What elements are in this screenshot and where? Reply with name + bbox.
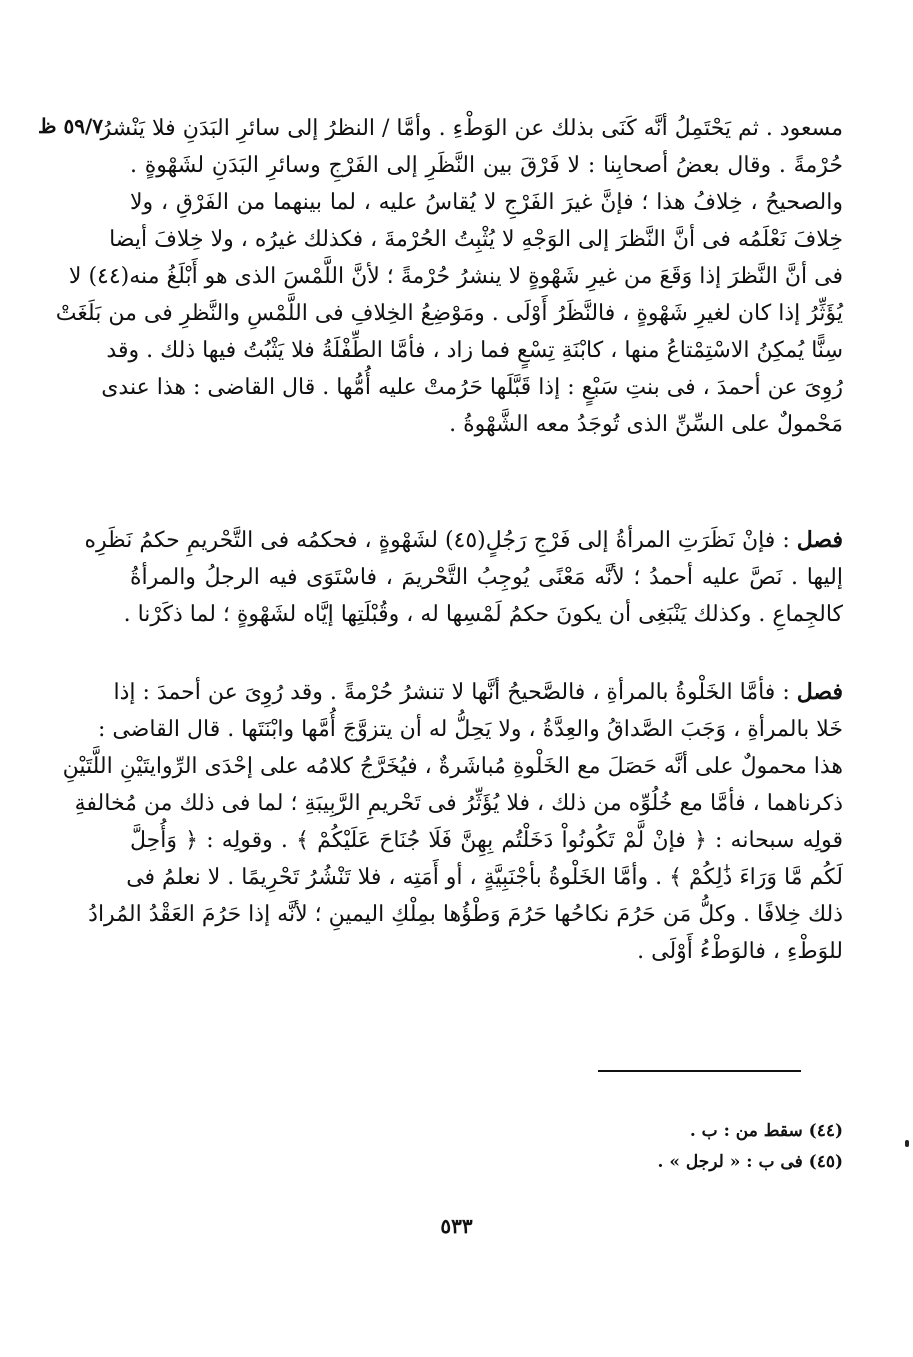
text-line: سِنًّا يُمكِنُ الاسْتِمْتاعُ منها ، كابْنَةِ تِسْعٍ فما زاد ، فأمَّا الطِّفْلَةُ فلا يَثْبُتُ فيها ذلك . وقد	[106, 338, 843, 363]
text-line: فى أنَّ النَّظرَ إذا وَقَعَ من غيرِ شَهْوةٍ لا ينشرُ حُرْمةً ؛ لأنَّ اللَّمْسَ الذى هو أَبْلَغُ منه(٤٤) لا	[68, 264, 843, 289]
text-line-content: : فأمَّا الخَلْوةُ بالمرأةِ ، فالصَّحيحُ أنَّها لا تنشرُ حُرْمةً . وقد رُوِىَ عن أحمدَ : إذا	[113, 680, 790, 705]
text-line-content: : فإنْ نَظَرَتِ المرأةُ إلى فَرْجِ رَجُلٍ(٤٥) لشَهْوةٍ ، فحكمُه فى التَّحْريمِ حكمُ نَظَرِه	[84, 528, 790, 553]
text-line: كالجِماعِ . وكذلك يَنْبَغِى أن يكونَ حكمُ لَمْسِها له ، وقُبْلَتِها إيَّاه لشَهْوةٍ ؛ لما ذكَرْنا .	[123, 602, 843, 627]
paragraph-3	[62, 674, 843, 970]
text-line: يُؤَثِّرُ إذا كان لغيرِ شَهْوةٍ ، فالنَّظَرُ أَوْلَى . ومَوْضِعُ الخِلافِ فى اللَّمْسِ والنَّظرِ فى من بَلَغَتْ	[55, 301, 843, 326]
text-line: ذكرناهما ، فأمَّا مع خُلُوِّه من ذلك ، فلا يُؤَثِّرُ فى تَحْريمِ الرَّبِيبَةِ ؛ لما فى ذلك من مُخالفةِ	[74, 791, 843, 816]
footnote: (٤٤) سقط من : ب .	[689, 1121, 843, 1141]
section-heading: فصل	[796, 679, 843, 705]
text-line: رُوِىَ عن أحمدَ ، فى بنتِ سَبْعٍ : إذا قَبَّلَها حَرُمتْ عليه أُمُّها . قال القاضى : هذا عندى	[101, 375, 843, 400]
text-line: حُرْمةً . وقال بعضُ أصحابِنا : لا فَرْقَ بين النَّظَرِ إلى الفَرْجِ وسائرِ البَدَنِ لشَهْوةٍ .	[130, 153, 843, 178]
text-line: مَحْمولٌ على السِّنِّ الذى تُوجَدُ معه الشَّهْوةُ .	[449, 412, 843, 437]
paragraph-2	[84, 522, 843, 633]
footnote: (٤٥) فى ب : « لرجل » .	[657, 1152, 843, 1172]
text-line	[84, 522, 843, 559]
text-line: مسعود . ثم يَحْتَمِلُ أنَّه كَنَى بذلك عن الوَطْءِ . وأمَّا / النظرُ إلى سائرِ البَدَنِ فلا يَنْشرُ	[100, 116, 843, 141]
text-line	[113, 674, 843, 711]
scan-speck	[905, 1140, 909, 1147]
text-line: والصحيحُ ، خِلافُ هذا ؛ فإنَّ غيرَ الفَرْجِ لا يُقاسُ عليه ، لما بينهما من الفَرْقِ ، ولا	[130, 190, 843, 215]
text-line: ذلك خِلافًا . وكلُّ مَن حَرُمَ نكاحُها حَرُمَ وَطْؤُها بمِلْكِ اليمينِ ؛ لأنَّه إذا حَرُمَ العَقْدُ المُرادُ	[88, 902, 843, 927]
text-line: خَلا بالمرأةِ ، وَجَبَ الصَّداقُ والعِدَّةُ ، ولا يَحِلُّ له أن يتزوَّجَ أُمَّها وابْنَتَها . قال القاضى :	[97, 717, 843, 742]
text-line: للوَطْءِ ، فالوَطْءُ أَوْلَى .	[637, 939, 843, 964]
text-line: هذا محمولٌ على أنَّه حَصَلَ مع الخَلْوةِ مُباشَرةٌ ، فيُخَرَّجُ كلامُه على إحْدَى الرِّوايتَيْنِ اللَّتَيْنِ	[62, 754, 843, 779]
section-heading: فصل	[796, 527, 843, 553]
text-line: لَكُم مَّا وَرَاءَ ذَٰلِكُمْ ﴾ . وأمَّا الخَلْوةُ بأجْنَبِيَّةٍ ، أو أَمَتِه ، فلا تَنْشُرُ تَحْرِيمًا . لا نعلمُ فى	[126, 865, 843, 890]
text-line: إليها . نَصَّ عليه أحمدُ ؛ لأنَّه مَعْنًى يُوجِبُ التَّحْريمَ ، فاسْتَوَى فيه الرجلُ والمرأةُ	[130, 565, 843, 590]
text-line: قولِه سبحانه : ﴿ فإنْ لَّمْ تَكُونُواْ دَخَلْتُم بِهِنَّ فَلَا جُنَاحَ عَلَيْكُمْ ﴾ . وقولِه : ﴿ وَأُحِلَّ	[130, 828, 843, 853]
footnote-divider	[598, 1070, 801, 1072]
text-line: خِلافَ نَعْلَمُه فى أنَّ النَّظرَ إلى الوَجْهِ لا يُثْبِتُ الحُرْمةَ ، فكذلك غيرُه ، ولا خِلافَ أيضا	[109, 227, 843, 252]
margin-folio-note: ٥٩/٧ ظ	[38, 114, 103, 138]
page-number: ٥٣٣	[440, 1214, 473, 1238]
